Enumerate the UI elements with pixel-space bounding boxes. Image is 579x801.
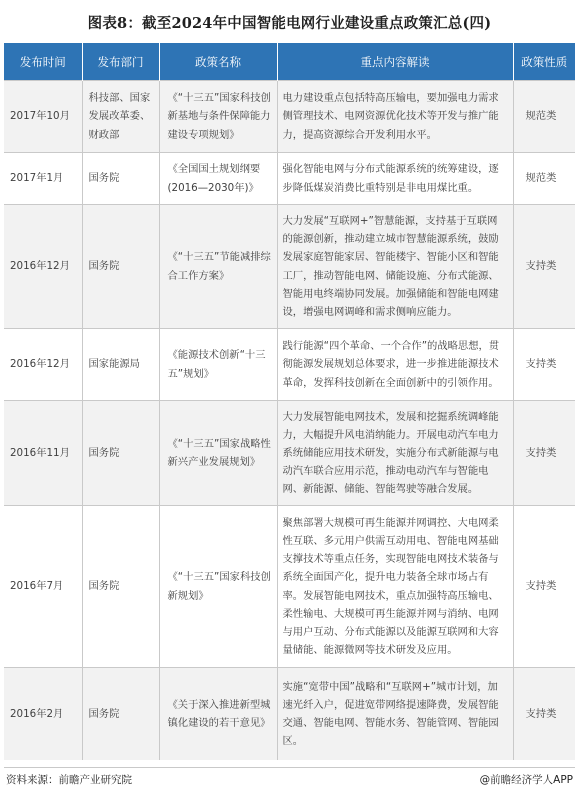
table-bottom-divider	[4, 767, 575, 768]
cell-name: 《全国国土规划纲要(2016—2030年)》	[159, 153, 277, 205]
cell-name: 《能源技术创新“十三五”规划》	[159, 329, 277, 401]
header-name: 政策名称	[159, 43, 277, 81]
header-nature: 政策性质	[513, 43, 575, 81]
cell-nature: 支持类	[513, 205, 575, 329]
cell-name: 《“十三五”节能减排综合工作方案》	[159, 205, 277, 329]
cell-content: 电力建设重点包括特高压输电，要加强电力需求侧管理技术、电网资源优化技术等开发与推广能力，提高资源综合开发利用水平。	[277, 81, 513, 153]
cell-time: 2016年12月	[4, 329, 82, 401]
table-row	[4, 153, 575, 205]
cell-nature: 支持类	[513, 329, 575, 401]
cell-time: 2017年10月	[4, 81, 82, 153]
cell-content: 实施“宽带中国”战略和“互联网+”城市计划，加速光纤入户，促进宽带网络提速降费，发展智能交通、智能电网、智能水务、智能管网、智能园区。	[277, 668, 513, 760]
cell-name: 《“十三五”国家科技创新规划》	[159, 506, 277, 668]
cell-time: 2016年11月	[4, 401, 82, 506]
header-content: 重点内容解读	[277, 43, 513, 81]
cell-content: 践行能源“四个革命、一个合作”的战略思想，贯彻能源发展规划总体要求，进一步推进能源技术革命，发挥科技创新在全面创新中的引领作用。	[277, 329, 513, 401]
cell-nature: 规范类	[513, 153, 575, 205]
cell-name: 《关于深入推进新型城镇化建设的若干意见》	[159, 668, 277, 760]
cell-nature: 支持类	[513, 401, 575, 506]
cell-time: 2016年2月	[4, 668, 82, 760]
cell-dept: 科技部、国家发展改革委、财政部	[82, 81, 159, 153]
cell-content: 大力发展“互联网+”智慧能源，支持基于互联网的能源创新，推动建立城市智慧能源系统，鼓励发展家庭智能家居、智能楼宇、智能小区和智能工厂，推动智能电网、储能设施、分布式能源、智能用电终端协同发展。加强储能和智能电网建设，增强电网调峰和需求侧响应能力。	[277, 205, 513, 329]
footer	[6, 772, 573, 788]
table-row	[4, 329, 575, 401]
cell-nature: 支持类	[513, 668, 575, 760]
header-dept: 发布部门	[82, 43, 159, 81]
table-row	[4, 668, 575, 760]
cell-dept: 国务院	[82, 506, 159, 668]
table-row	[4, 81, 575, 153]
cell-content: 聚焦部署大规模可再生能源并网调控、大电网柔性互联、多元用户供需互动用电、智能电网基础支撑技术等重点任务，实现智能电网技术装备与系统全面国产化，提升电力装备全球市场占有率。发展智能电网技术，重点加强特高压输电、柔性输电、大规模可再生能源并网与消纳、电网与用户互动、分布式能源以及能源互联网和大容量储能、能源微网等技术研发及应用。	[277, 506, 513, 668]
cell-dept: 国家能源局	[82, 329, 159, 401]
cell-time: 2016年12月	[4, 205, 82, 329]
cell-nature: 规范类	[513, 81, 575, 153]
cell-nature: 支持类	[513, 506, 575, 668]
page-title: 图表8：截至2024年中国智能电网行业建设重点政策汇总(四)	[87, 15, 492, 32]
table-row	[4, 205, 575, 329]
policy-table	[4, 43, 575, 760]
cell-dept: 国务院	[82, 668, 159, 760]
header-time: 发布时间	[4, 43, 82, 81]
cell-dept: 国务院	[82, 153, 159, 205]
cell-dept: 国务院	[82, 401, 159, 506]
cell-dept: 国务院	[82, 205, 159, 329]
table-row	[4, 506, 575, 668]
cell-content: 强化智能电网与分布式能源系统的统筹建设，逐步降低煤炭消费比重特别是非电用煤比重。	[277, 153, 513, 205]
cell-name: 《“十三五”国家科技创新基地与条件保障能力建设专项规划》	[159, 81, 277, 153]
cell-time: 2016年7月	[4, 506, 82, 668]
cell-time: 2017年1月	[4, 153, 82, 205]
brand-credit: @前瞻经济学人APP	[479, 774, 573, 786]
cell-content: 大力发展智能电网技术，发展和挖掘系统调峰能力，大幅提升风电消纳能力。开展电动汽车电力系统储能应用技术研发，实施分布式新能源与电动汽车联合应用示范，推动电动汽车与智能电网、新能源、储能、智能驾驶等融合发展。	[277, 401, 513, 506]
table-row	[4, 401, 575, 506]
cell-name: 《“十三五”国家战略性新兴产业发展规划》	[159, 401, 277, 506]
source-note: 资料来源：前瞻产业研究院	[6, 774, 132, 786]
table-header-row	[4, 43, 575, 81]
